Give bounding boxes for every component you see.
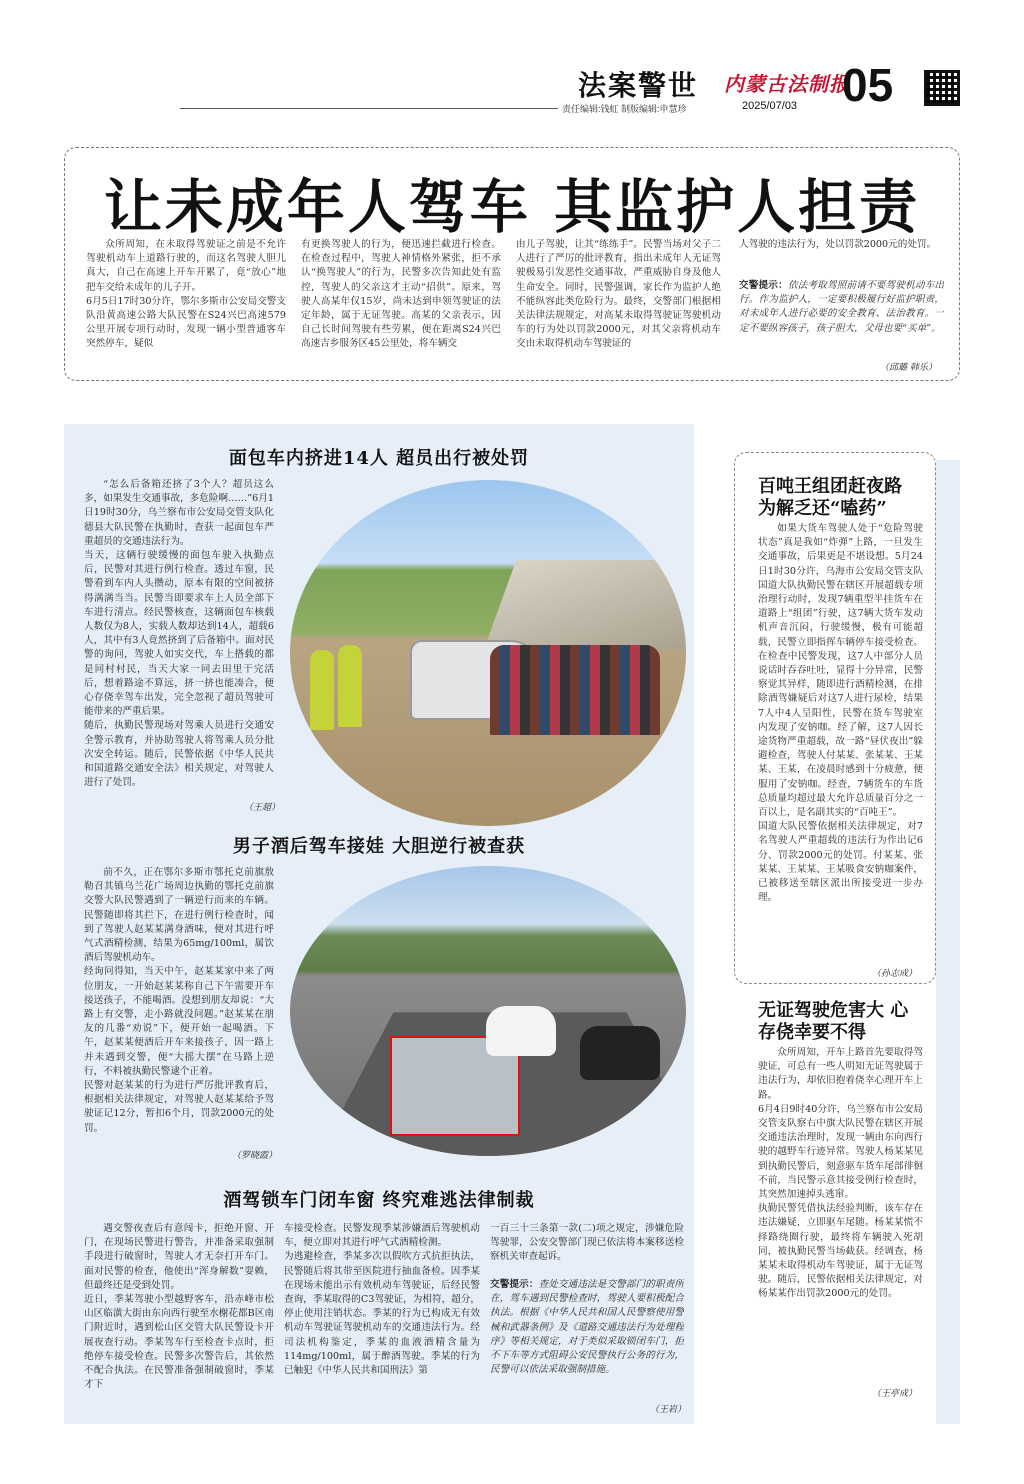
lead-column-3	[516, 238, 721, 373]
article-1-headline: 面包车内挤进14人 超员出行被处罚	[228, 448, 530, 469]
article-1-body	[84, 478, 274, 808]
article-3-text: 车接受检查。民警发现季某涉嫌酒后驾驶机动车，便立即对其进行呼气式酒精检测。 为逃避检查，季某多次以假吹方式抗拒执法，民警随后将其带至医院进行抽血备检。因季某在现场未能出示有效机动车驾驶证，后经民警查询，季某取得的C3驾驶证，为相符，超分，停止使用注销状态。季某的行为已构成无有效机动车驾驶证驾驶机动车的交通违法行为。经司法机构鉴定，季某的血液酒精含量为114mg/100ml，属于醉酒驾驶。季某的行为已触犯《中华人民共和国刑法》第	[284, 1223, 480, 1377]
tip-text: 依法考取驾照前请不要驾驶机动车出行。作为监护人，一定要积极履行好监护职责，对未成年人进行必要的安全教育、法治教育。一定不要纵容孩子，孩子胆大，父母也要“买单”。	[739, 280, 944, 334]
lead-column-4	[739, 238, 944, 278]
article-5-headline: 无证驾驶危害大 心存侥幸要不得	[758, 1000, 909, 1043]
article-3-column-3	[490, 1222, 684, 1266]
tip-label: 交警提示：	[739, 280, 788, 291]
white-car-icon	[486, 1006, 556, 1056]
officer-figure	[310, 650, 334, 730]
lead-column-2	[301, 238, 501, 373]
article-3-column-1	[84, 1222, 274, 1418]
article-3-column-2	[284, 1222, 480, 1418]
tip-text: 查处交通违法是交警部门的职责所在，驾车遇到民警检查时，驾驶人要积极配合执法。根据《中华人民共和国人民警察使用警械和武器条例》及《道路交通违法行为处理程序》等相关规定，对于类似采取锁闭车门，拒不下车等方式阻碍公安民警执行公务的行为，民警可以依法采取强制措施。	[490, 1279, 684, 1376]
article-2-text: 前不久，正在鄂尔多斯市鄂托克前旗敖勒召其镇乌兰花广场周边执勤的鄂托克前旗交警大队民警遇到了一辆逆行而来的车辆。民警随即将其拦下，在进行例行检查时，闻到了驾驶人赵某某满身酒味，便对其进行呼气式酒精检测，结果为65mg/100ml，属饮酒后驾驶机动车。 经询问得知，当天中午，赵某某家中来了两位朋友，一开始赵某某称自己下午需要开车接送孩子，不能喝酒。没想到朋友却说：“大路上有交警，走小路就没问题。”赵某某在朋友的几番“劝说”下，便开始一起喝酒。下午，赵某某便酒后开车来接孩子，因一路上并未遇到交警，便“大摇大摆”在马路上逆行，不料被执勤民警逮个正着。 民警对赵某某的行为进行严厉批评教育后，根据相关法律规定，对驾驶人赵某某给予驾驶证记12分，暂扣6个月，罚款2000元的处罚。	[84, 867, 274, 1134]
article-3-headline: 酒驾锁车门闭车窗 终究难逃法律制裁	[223, 1190, 535, 1211]
article-5-text: 众所周知，开车上路首先要取得驾驶证，可总有一些人明知无证驾驶属于违法行为，却依旧抱着侥幸心理开车上路。 6月4日9时40分许，乌兰察布市公安局交管支队察右中旗大队民警在辖区开展交通违法治理时，发现一辆由东向西行驶的越野车行迹异常。驾驶人杨某某见到执勤民警后，刻意驱车货车尾部徘徊不前，当民警示意其接受例行检查时，其突然加速掉头逃窜。 执勤民警凭借执法经验判断，该车存在违法嫌疑，立即驱车尾随。杨某某慌不择路绕圈行驶，最终将车辆驶入死胡同，被执勤民警当场截获。经调查，杨某某未取得机动车驾驶证，属于无证驾驶。随后，民警依据相关法律规定，对杨某某作出罚款2000元的处罚。	[758, 1047, 923, 1300]
issue-date: 2025/07/03	[742, 100, 798, 112]
lead-paragraph: 众所周知，在未取得驾驶证之前是不允许驾驶机动车上道路行驶的，而这名驾驶人胆儿真大，自己在高速上开车开累了，竟“放心”地把车交给未成年的儿子开。 6月5日17时30分许，鄂尔多斯市公安局交警支队沿黄高速公路大队民警在S24兴巴高速579公里开展专项行动时，发现一辆小型普通客车突然停车，疑似	[86, 239, 286, 350]
article-5-byline: （王亭成）	[872, 1389, 918, 1399]
lead-headline: 让未成年人驾车 其监护人担责	[103, 173, 921, 241]
article-5-body	[758, 1046, 923, 1366]
article-2-byline: （罗晓霞）	[232, 1151, 278, 1161]
lead-tip	[739, 279, 944, 357]
passengers-group	[490, 645, 660, 735]
article-3-text: 遇交警夜查后有意闯卡，拒绝开窗、开门，在现场民警进行警告，并准备采取强制手段进行破窗时，驾驶人才无奈打开车门。面对民警的检查，他使出“浑身解数”耍赖，但最终还是受到处罚。 近日，季某驾驶小型越野客车，沿赤峰市松山区临潢大街由东向西行驶至水榭花都B区南门附近时，遇到松山区交管大队民警设卡开展夜查行动。季某驾车行至检查卡点时，拒绝停车接受检查。民警多次警告后，其依然不配合执法。在民警准备强制破窗时，季某才下	[84, 1223, 274, 1391]
article-3-text: 一百三十三条第一款(二)项之规定，涉嫌危险驾驶罪，公安交警部门现已依法将本案移送检察机关审查起诉。	[490, 1223, 684, 1263]
lead-paragraph: 人驾驶的违法行为，处以罚款2000元的处罚。	[739, 239, 937, 250]
dark-car-icon	[580, 1026, 660, 1080]
article-4-byline: （孙志成）	[872, 969, 918, 979]
masthead	[0, 0, 1024, 125]
paper-logo: 内蒙古法制报	[724, 72, 850, 96]
tip-label: 交警提示：	[490, 1279, 539, 1290]
article-4-body	[758, 522, 923, 966]
right-sidebar-bar	[936, 460, 960, 1424]
wrong-way-truck-photo	[290, 866, 686, 1156]
article-3-byline: （王岩）	[650, 1405, 687, 1415]
article-3-tip	[490, 1278, 684, 1402]
officer-figure	[338, 645, 362, 727]
article-4-text: 如果大货车驾驶人处于“危险驾驶状态”真是我如“炸弹”上路，一旦发生交通事故，后果更是不堪设想。5月24日1时30分许，乌海市公安局交管支队国道大队执勤民警在辖区开展超载专项治理行动时，发现7辆重型半挂货车在道路上“组团”行驶，这7辆大货车发动机声音沉闷，行驶缓慢，极有可能超载，民警立即指挥车辆停车接受检查。在检查中民警发现，这7人中部分人员说话时吞吞吐吐，显得十分异常，民警察觉其异样，随即进行酒精检测，在排除酒驾嫌疑后对这7人进行尿检，结果7人中4人呈阳性，民警在货车驾驶室内发现了安钠咖。经了解，这7人因长途货物严重超载，故一路“昼伏夜出”躲避检查，驾驶人付某某、张某某、王某某、王某，在凌晨时感到十分疲惫，便服用了安钠咖。经查，7辆货车的车货总质量均超过最大允许总质量百分之一百以上，是名副其实的“百吨王”。 国道大队民警依据相关法律规定，对7名驾驶人严重超载的违法行为作出记6分、罚款2000元的处罚。付某某、张某某、王某某、王某吸食安钠咖案件，已被移送至辖区派出所接受进一步办理。	[758, 523, 923, 904]
lead-paragraph: 由儿子驾驶，让其“练练手”。民警当场对父子二人进行了严厉的批评教育，指出未成年人无证驾驶极易引发恶性交通事故，严重威胁自身及他人生命安全。同时，民警强调，家长作为监护人绝不能纵容此类危险行为。最终，交警部门根据相关法律法规规定，对高某未取得驾驶证驾驶机动车的行为处以罚款2000元，对其父亲将机动车交由未取得机动车驾驶证的	[516, 239, 721, 350]
article-4-headline: 百吨王组团赶夜路 为解乏还“嗑药”	[758, 476, 902, 519]
article-1-byline: （王超）	[244, 803, 281, 813]
lead-column-1	[86, 238, 286, 373]
embankment	[484, 560, 686, 650]
section-title: 法案警世	[578, 69, 699, 102]
article-2-headline: 男子酒后驾车接娃 大胆逆行被查获	[232, 836, 526, 857]
page-number: 05	[842, 59, 894, 111]
editors-line: 责任编辑:钱虹 制版编辑:申慧珍	[562, 104, 687, 114]
header-rule	[180, 108, 558, 109]
article-1-text: “怎么后备箱还挤了3个人？超员这么多，如果发生交通事故，多危险啊……”6月1日19时30分，乌兰察布市公安局交管支队化德县大队民警在执勤时，查获一起面包车严重超员的交通违法行为。 当天，这辆行驶缓慢的面包车驶入执勤点后，民警对其进行例行检查。透过车窗，民警看到车内人头攒动，原本有限的空间被挤得满满当当。民警当即要求车上人员全部下车进行清点。经民警核查，这辆面包车核载人数仅为8人，实载人数却达到14人，超载6人，其中有3人竟然挤到了后备箱中。面对民警的询问，驾驶人如实交代，车上搭载的都是同村村民，当天大家一同去田里干完活后，想着路途不算远，挤一挤也能凑合，便心存侥幸驾车出发，完全忽视了超员驾驶可能带来的严重后果。 随后，执勤民警现场对驾乘人员进行交通安全警示教育，并协助驾驶人将驾乘人员分批次安全转运。随后，民警依据《中华人民共和国道路交通安全法》相关规定，对驾驶人进行了处罚。	[84, 479, 274, 789]
article-2-body	[84, 866, 274, 1162]
minivan-photo	[290, 480, 686, 826]
lead-byline: （邱璐 韩乐）	[880, 363, 937, 373]
qr-code-icon	[924, 70, 960, 106]
lead-paragraph: 有更换驾驶人的行为，便迅速拦截进行检查。在检查过程中，驾驶人神情格外紧张，拒不承认“换驾驶人”的行为，民警多次告知此处有监控，驾驶人的父亲这才主动“招供”。原来，驾驶人高某年仅15岁，尚未达到申领驾驶证的法定年龄，属于无证驾驶。高某的父亲表示，因自己长时间驾驶有些劳累，便在距离S24兴巴高速吉乡服务区45公里处，将车辆交	[301, 239, 501, 350]
